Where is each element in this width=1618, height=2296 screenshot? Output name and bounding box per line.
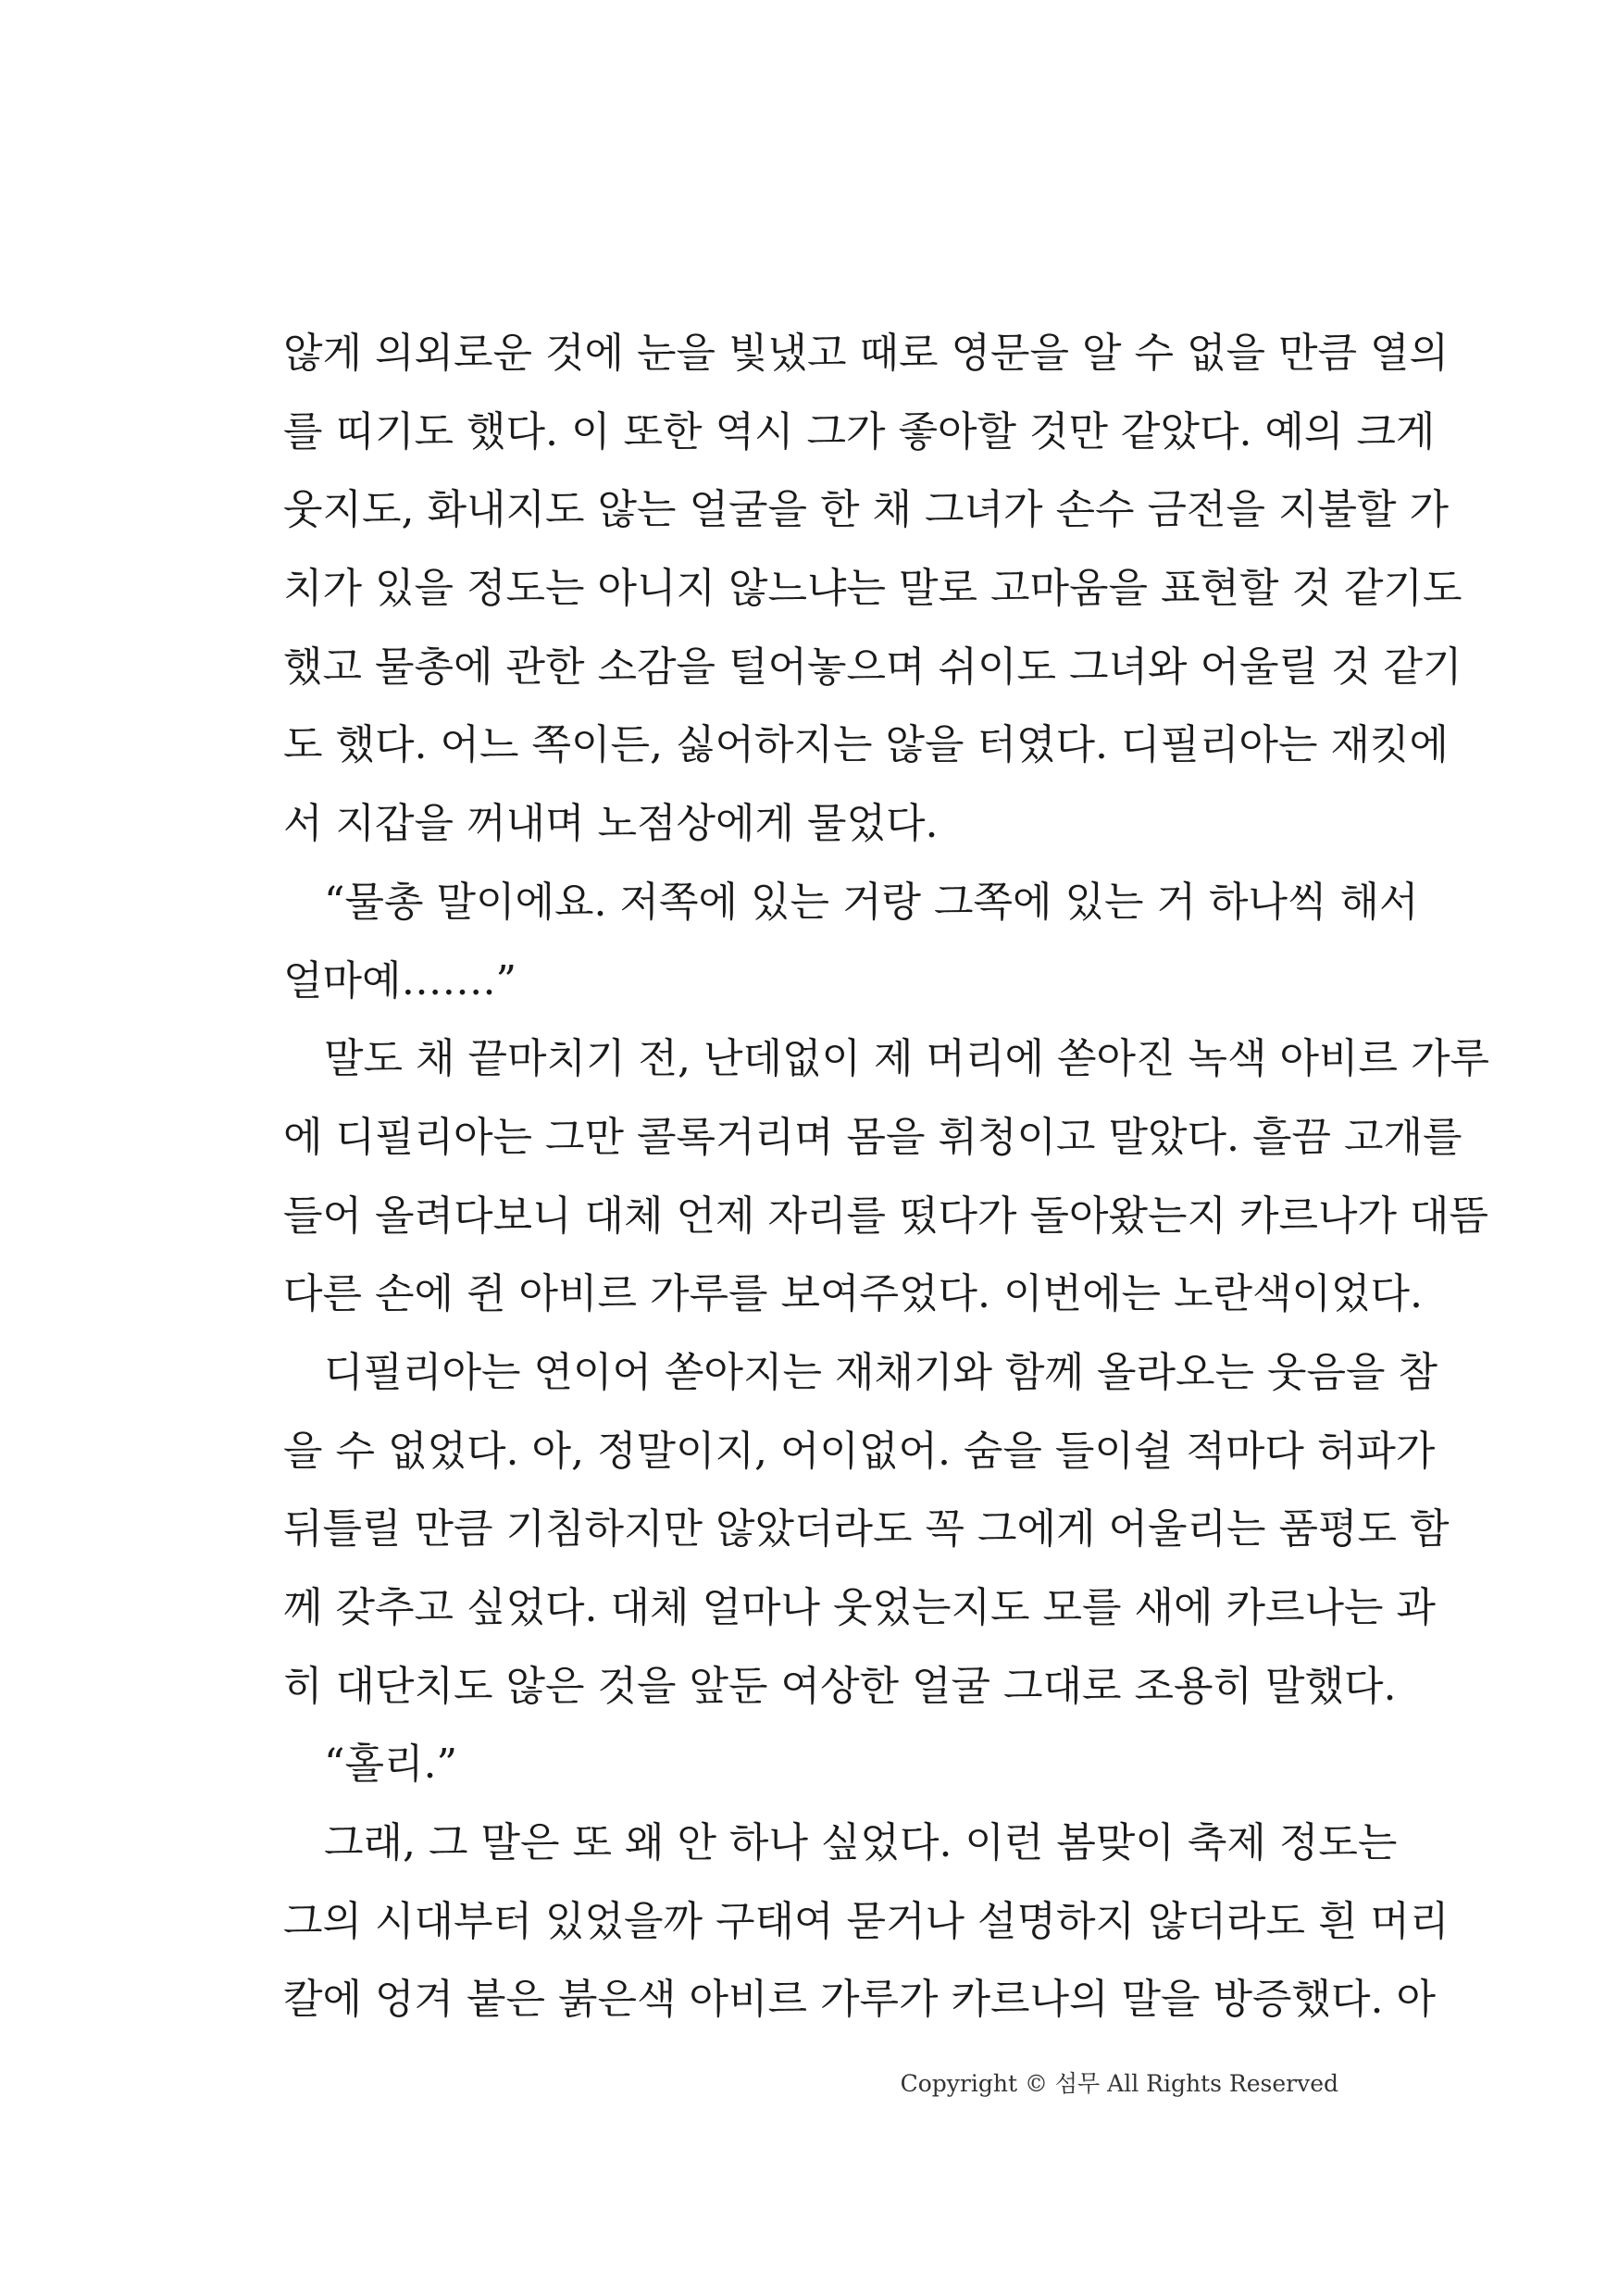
text-line: 다른 손에 쥔 아비르 가루를 보여주었다. 이번에는 노란색이었다. bbox=[283, 1270, 1423, 1318]
text-line: 웃지도, 화내지도 않는 얼굴을 한 채 그녀가 손수 금전을 지불할 가 bbox=[283, 486, 1449, 534]
text-line: 을 수 없었다. 아, 정말이지, 어이없어. 숨을 들이쉴 적마다 허파가 bbox=[283, 1427, 1436, 1475]
text-line: 들어 올려다보니 대체 언제 자리를 떴다가 돌아왔는지 카르나가 대뜸 bbox=[283, 1192, 1488, 1240]
dialogue-line: “물총 말이에요. 저쪽에 있는 거랑 그쪽에 있는 거 하나씩 해서 bbox=[324, 878, 1419, 926]
text-line: 말도 채 끝마치기 전, 난데없이 제 머리에 쏟아진 녹색 아비르 가루 bbox=[324, 1035, 1489, 1083]
copyright-notice: Copyright © 섬무 All Rights Reserved bbox=[900, 2070, 1338, 2097]
text-line: 에 디필리아는 그만 콜록거리며 몸을 휘청이고 말았다. 흘끔 고개를 bbox=[283, 1113, 1462, 1161]
text-line: 디필리아는 연이어 쏟아지는 재채기와 함께 올라오는 웃음을 참 bbox=[324, 1348, 1438, 1396]
text-line: 그의 시대부터 있었을까 구태여 묻거나 설명하지 않더라도 흰 머리 bbox=[283, 1897, 1450, 1945]
text-line: 뒤틀릴 만큼 기침하지만 않았더라도 꼭 그에게 어울리는 품평도 함 bbox=[283, 1505, 1450, 1554]
text-line: 께 갖추고 싶었다. 대체 얼마나 웃었는지도 모를 새에 카르나는 과 bbox=[283, 1584, 1436, 1631]
dialogue-line: 얼마예…….” bbox=[283, 956, 517, 1004]
text-line: 도 했다. 어느 쪽이든, 싫어하지는 않을 터였다. 디필리아는 재킷에 bbox=[283, 721, 1449, 769]
text-line: 않게 의외로운 것에 눈을 빛냈고 때로 영문을 알 수 없을 만큼 열의 bbox=[283, 330, 1449, 377]
text-line: 치가 있을 정도는 아니지 않느냐는 말로 고마움을 표현할 것 같기도 bbox=[283, 565, 1462, 613]
text-line: 칼에 엉겨 붙은 붉은색 아비르 가루가 카르나의 말을 방증했다. 아 bbox=[283, 1976, 1436, 2024]
text-line: 서 지갑을 꺼내며 노점상에게 물었다. bbox=[283, 800, 939, 848]
text-line: 를 띠기도 했다. 이 또한 역시 그가 좋아할 것만 같았다. 예의 크게 bbox=[283, 407, 1436, 455]
text-line: 했고 물총에 관한 소감을 털어놓으며 쉬이도 그녀와 어울릴 것 같기 bbox=[283, 643, 1462, 691]
text-line: 히 대단치도 않은 것을 앞둔 여상한 얼굴 그대로 조용히 말했다. bbox=[283, 1662, 1397, 1710]
text-line: 그래, 그 말은 또 왜 안 하나 싶었다. 이런 봄맞이 축제 정도는 bbox=[324, 1819, 1398, 1867]
body-text bbox=[283, 315, 1489, 2040]
dialogue-line: “홀리.” bbox=[324, 1741, 457, 1789]
